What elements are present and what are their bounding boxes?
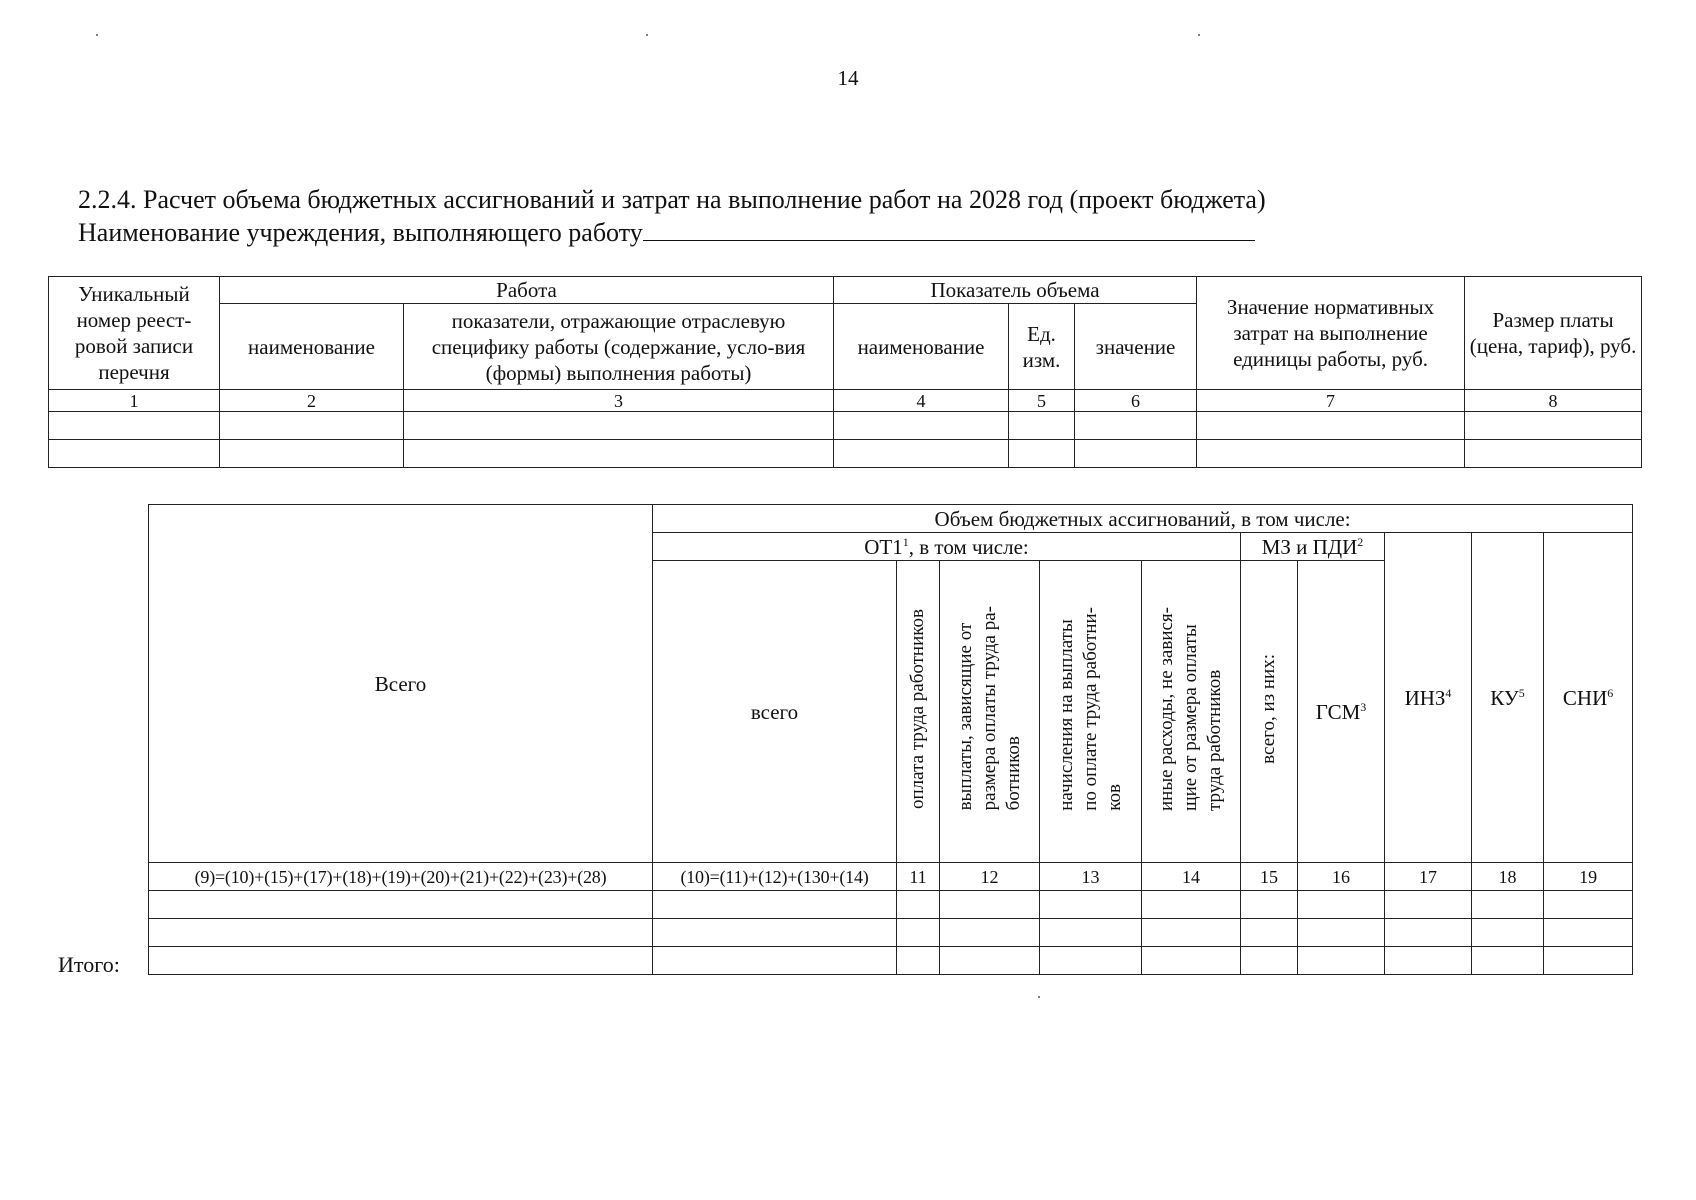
table-row [149,891,1633,919]
empty-cell [1009,412,1075,440]
table-row [49,412,1642,440]
header-budget-volume: Объем бюджетных ассигнований, в том числе: [653,505,1633,533]
column-number: 8 [1465,390,1642,412]
empty-cell [897,891,940,919]
header-volume-indicator: Показатель объема [834,277,1197,304]
column-number: 13 [1040,863,1142,891]
empty-cell [940,947,1040,975]
empty-cell [1040,919,1142,947]
header-other: иные расходы, не завися- щие от размера оплаты труда работников [1142,561,1241,863]
column-number: 19 [1544,863,1633,891]
empty-cell [1544,947,1633,975]
budget-table [148,504,1633,975]
empty-cell [1241,919,1298,947]
empty-cell [149,891,653,919]
column-number: 12 [940,863,1040,891]
empty-cell [149,947,653,975]
header-work-indicators: показатели, отражающие отраслевую специфику работы (содержание, усло-вия (формы) выполнения работы) [404,304,834,390]
empty-cell [1472,919,1544,947]
empty-cell [940,891,1040,919]
column-number: 16 [1298,863,1385,891]
column-number: 6 [1075,390,1197,412]
header-all: всего [653,561,897,863]
total-row [149,947,1633,975]
work-table [48,276,1642,468]
empty-cell [1472,891,1544,919]
header-all-of-them: всего, из них: [1241,561,1298,863]
column-number: 7 [1197,390,1465,412]
empty-cell [1385,947,1472,975]
empty-cell [49,412,220,440]
header-unit: Ед. изм. [1009,304,1075,390]
empty-cell [897,947,940,975]
empty-cell [1544,891,1633,919]
column-number: 15 [1241,863,1298,891]
header-ku: $КУ^5$ [1472,533,1544,863]
column-number: 4 [834,390,1009,412]
empty-cell [1465,440,1642,468]
empty-cell [1197,440,1465,468]
empty-cell [897,919,940,947]
empty-cell [1385,891,1472,919]
empty-cell [149,919,653,947]
scan-speck [646,34,648,36]
header-normative-cost: Значение нормативных затрат на выполнение единицы работы, руб. [1197,277,1465,390]
empty-cell [1298,947,1385,975]
scan-speck [96,34,98,36]
table-row [149,919,1633,947]
header-total: Всего [149,505,653,863]
page-number: 14 [837,66,859,90]
header-sni: СНИ$^6$ [1544,533,1633,863]
column-number: 11 [897,863,940,891]
column-number: 17 [1385,863,1472,891]
header-unique-number: Уникальный номер реест-ровой записи перечня [49,277,220,390]
column-number: 5 [1009,390,1075,412]
header-work: Работа [220,277,834,304]
column-number: 14 [1142,863,1241,891]
column-number: 1 [49,390,220,412]
empty-cell [404,412,834,440]
column-number: 3 [404,390,834,412]
empty-cell [1040,947,1142,975]
empty-cell [940,919,1040,947]
column-number: 18 [1472,863,1544,891]
empty-cell [1142,919,1241,947]
empty-cell [834,440,1009,468]
header-mz-pdi: МЗ и ПДИ$^2$ [1241,533,1385,561]
empty-cell [1472,947,1544,975]
empty-cell [1075,440,1197,468]
total-label: Итого: [58,952,120,977]
empty-cell [1465,412,1642,440]
empty-cell [1040,891,1142,919]
empty-cell [1142,891,1241,919]
column-number: (10)=(11)+(12)+(130+(14) [653,863,897,891]
empty-cell [653,947,897,975]
header-work-name: наименование [220,304,404,390]
empty-cell [220,412,404,440]
empty-cell [653,919,897,947]
empty-cell [834,412,1009,440]
empty-cell [1142,947,1241,975]
empty-cell [1009,440,1075,468]
institution-label: Наименование учреждения, выполняющего работу [78,218,643,247]
header-gsm: ГСМ$^3$ [1298,561,1385,863]
empty-cell [49,440,220,468]
header-inz: ИНЗ$^4$ [1385,533,1472,863]
empty-cell [1197,412,1465,440]
header-accruals: начисления на выплаты по оплате труда работни- ков [1040,561,1142,863]
empty-cell [1385,919,1472,947]
empty-cell [1298,891,1385,919]
empty-cell [404,440,834,468]
empty-cell [1241,891,1298,919]
section-heading [78,184,1266,249]
column-number: 2 [220,390,404,412]
header-ot1: $ОТ1^1$, в том числе: [653,533,1241,561]
header-payments: выплаты, зависящие от размера оплаты труда ра- ботников [940,561,1040,863]
scan-speck [1038,996,1040,998]
empty-cell [653,891,897,919]
institution-line [78,216,1266,249]
scan-speck [1198,34,1200,36]
institution-blank [643,216,1255,241]
empty-cell [1544,919,1633,947]
header-volume-name: наименование [834,304,1009,390]
empty-cell [1298,919,1385,947]
empty-cell [1241,947,1298,975]
column-number: (9)=(10)+(15)+(17)+(18)+(19)+(20)+(21)+(22)+(23)+(28) [149,863,653,891]
header-fee: Размер платы (цена, тариф), руб. [1465,277,1642,390]
header-salary: оплата труда работников [897,561,940,863]
table-row [49,440,1642,468]
heading-title: 2.2.4. Расчет объема бюджетных ассигнований и затрат на выполнение работ на 2028 год (проект бюджета) [78,185,1266,214]
empty-cell [1075,412,1197,440]
empty-cell [220,440,404,468]
header-value: значение [1075,304,1197,390]
